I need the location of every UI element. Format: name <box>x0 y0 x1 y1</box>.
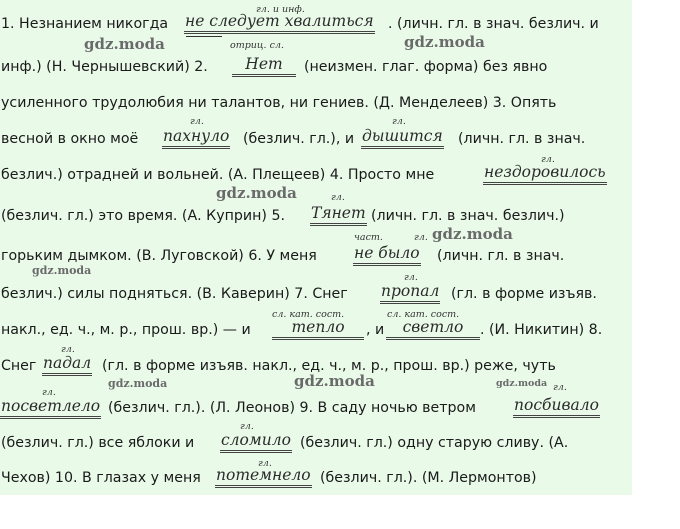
text-line-8-end: (гл. в форме изъяв. <box>451 286 597 302</box>
answer-slomilo: сломило <box>220 431 292 453</box>
answer-posbivalo: посбивало <box>513 396 600 418</box>
watermark: gdz.moda <box>32 264 92 277</box>
annotation-gl: гл. <box>240 421 254 432</box>
answer-nezdorovilos: нездоровилось <box>483 163 607 185</box>
text-line-10-end: (гл. в форме изъяв. накл., ед. ч., м. р., прош. вр.) реже, чуть <box>102 358 556 374</box>
watermark: gdz.moda <box>294 372 375 390</box>
answer-dyshitsya: дышится <box>361 127 444 149</box>
text-line-1-end: . (личн. гл. в знач. безлич. и <box>388 16 599 32</box>
annotation-sl-kat: сл. кат. сост. <box>272 309 345 320</box>
annotation-gl-inf: гл. и инф. <box>256 4 305 15</box>
annotation-gl: гл. <box>61 344 75 355</box>
annotation-gl: гл. <box>553 382 567 393</box>
negative-particle-underline <box>186 36 222 37</box>
watermark: gdz.moda <box>84 35 165 53</box>
text-line-13: Чехов) 10. В глазах у меня <box>1 470 201 486</box>
text-line-13-end: (безлич. гл.). (М. Лермонтов) <box>320 470 537 486</box>
answer-potemnelo: потемнело <box>215 466 312 488</box>
annotation-gl: гл. <box>404 272 418 283</box>
annotation-chast: част. <box>354 232 383 243</box>
watermark: gdz.moda <box>432 225 513 243</box>
text-line-11: (безлич. гл.). (Л. Леонов) 9. В саду ночью ветром <box>108 400 476 416</box>
text-line-6-end: (личн. гл. в знач. безлич.) <box>371 208 565 224</box>
annotation-gl: гл. <box>331 192 345 203</box>
text-line-6: (безлич. гл.) это время. (А. Куприн) 5. <box>1 208 286 224</box>
text-line-9: накл., ед. ч., м. р., прош. вр.) — и <box>1 322 251 338</box>
answer-propal: пропал <box>380 282 440 304</box>
text-line-7-end: (личн. гл. в знач. <box>437 248 565 264</box>
watermark: gdz.moda <box>404 33 485 51</box>
text-line-2: инф.) (Н. Чернышевский) 2. <box>1 59 208 75</box>
text-line-4-end: (личн. гл. в знач. <box>458 131 586 147</box>
answer-net: Нет <box>232 55 296 77</box>
answer-posvetlelo: посветлело <box>0 397 101 419</box>
answer-ne-bylo: не было <box>353 244 421 266</box>
text-line-7: горьким дымком. (В. Луговской) 6. У меня <box>1 248 317 264</box>
annotation-gl: гл. <box>414 232 428 243</box>
text-line-9-end: . (И. Никитин) 8. <box>480 322 603 338</box>
watermark: gdz.moda <box>496 378 548 389</box>
annotation-gl: гл. <box>42 387 56 398</box>
answer-teplo: тепло <box>272 318 364 340</box>
text-line-4-mid: (безлич. гл.), и <box>243 131 355 147</box>
watermark: gdz.moda <box>108 377 168 390</box>
text-line-8: безлич.) силы подняться. (В. Каверин) 7. Снег <box>1 286 348 302</box>
annotation-gl: гл. <box>258 458 272 469</box>
answer-pahnulo: пахнуло <box>162 127 230 149</box>
annotation-gl: гл. <box>541 154 555 165</box>
answer-svetlo: светло <box>386 318 480 340</box>
text-line-12: (безлич. гл.) все яблоки и <box>1 435 195 451</box>
annotation-sl-kat: сл. кат. сост. <box>387 309 460 320</box>
text-line-4: весной в окно моё <box>1 131 139 147</box>
annotation-gl: гл. <box>392 116 406 127</box>
text-line-10: Снег <box>1 358 37 374</box>
answer-tyanet: Тянет <box>310 204 367 226</box>
text-line-2-end: (неизмен. глаг. форма) без явно <box>304 59 548 75</box>
watermark: gdz.moda <box>216 184 297 202</box>
annotation-otric: отриц. сл. <box>230 40 284 51</box>
answer-ne-sleduet-hvalitsya: не следует хвалиться <box>184 12 375 34</box>
text-line-12-end: (безлич. гл.) одну старую сливу. (А. <box>300 435 569 451</box>
text-line-3: усиленного трудолюбия ни талантов, ни гениев. (Д. Менделеев) 3. Опять <box>1 95 557 111</box>
annotation-gl: гл. <box>190 116 204 127</box>
answer-padal: падал <box>42 354 92 376</box>
text-line-5: безлич.) отрадней и вольней. (А. Плещеев) 4. Просто мне <box>1 167 435 183</box>
text-line-9-mid: , и <box>366 322 385 338</box>
text-line-1: 1. Незнанием никогда <box>1 16 169 32</box>
